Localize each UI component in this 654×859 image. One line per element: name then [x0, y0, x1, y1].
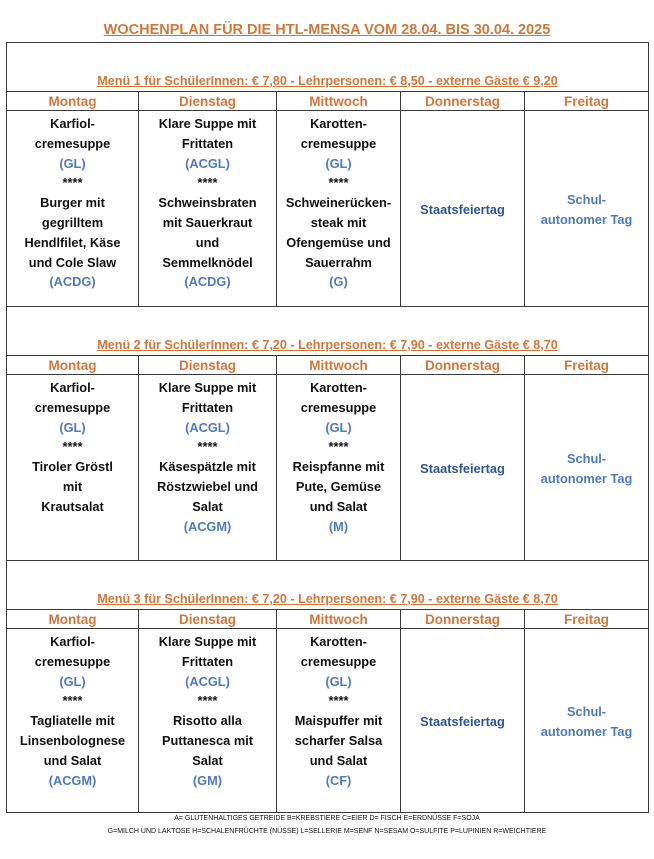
dish-cell — [7, 629, 139, 813]
school-day-off-cell — [525, 111, 649, 307]
dish-line: **** — [62, 175, 83, 191]
dish-cell — [139, 375, 277, 561]
day-header: Freitag — [525, 356, 649, 375]
dish-line: Karfiol- — [50, 116, 95, 131]
allergen-code: (GL) — [325, 673, 352, 689]
day-header: Donnerstag — [401, 356, 525, 375]
dish-line: **** — [197, 175, 218, 191]
dish-line: Sauerrahm — [305, 254, 372, 270]
dish-line: Burger mit — [40, 195, 105, 211]
dish-line: scharfer Salsa — [294, 732, 383, 748]
dish-line: gegrilltem — [41, 214, 104, 230]
day-header: Mittwoch — [277, 92, 401, 111]
menu-header: Menü 1 für SchülerInnen: € 7,80 - Lehrpersonen: € 8,50 - externe Gäste € 9,20 — [7, 43, 649, 92]
dish-line: und Salat — [43, 752, 102, 768]
dish-line: und Cole Slaw — [28, 254, 117, 270]
dish-line: **** — [62, 439, 83, 455]
dish-line: Puttanesca mit — [161, 732, 254, 748]
day-header: Montag — [7, 92, 139, 111]
dish-line: mit — [62, 478, 83, 494]
dish-line: Klare Suppe mit — [158, 380, 257, 395]
dish-line: **** — [328, 439, 349, 455]
holiday-cell: Staatsfeiertag — [401, 111, 525, 307]
day-header: Dienstag — [139, 92, 277, 111]
day-header: Dienstag — [139, 610, 277, 629]
dish-line: Röstzwiebel und — [157, 478, 258, 494]
dish-line: Semmelknödel — [162, 254, 253, 270]
allergen-code: (GL) — [59, 419, 86, 435]
dish-line: Klare Suppe mit — [158, 634, 257, 649]
dish-line: und — [195, 234, 220, 250]
dish-line: Frittaten — [181, 399, 234, 415]
dish-line: Tiroler Gröstl — [32, 459, 113, 475]
dish-line: **** — [197, 439, 218, 455]
dish-cell — [7, 375, 139, 561]
dish-line: **** — [62, 693, 83, 709]
dish-line: Maispuffer mit — [294, 713, 383, 729]
dish-cell — [277, 111, 401, 307]
dish-line: Karfiol- — [50, 380, 95, 395]
dish-line: Ofengemüse und — [286, 234, 391, 250]
allergen-code: (M) — [328, 518, 349, 534]
dish-line: steak mit — [310, 214, 367, 230]
menu-header: Menü 3 für SchülerInnen: € 7,20 - Lehrpersonen: € 7,90 - externe Gäste € 8,70 — [7, 561, 649, 610]
dish-line: Käsespätzle mit — [159, 459, 256, 475]
dish-line: Klare Suppe mit — [158, 116, 257, 131]
allergen-code: (ACGL) — [185, 419, 230, 435]
dish-cell — [139, 111, 277, 307]
dish-line: mit Sauerkraut — [162, 214, 253, 230]
dish-line: Krautsalat — [41, 498, 104, 514]
dish-line: Karfiol- — [50, 634, 95, 649]
dish-cell — [277, 375, 401, 561]
dish-line: Reispfanne mit — [292, 459, 385, 475]
allergen-code: (ACGM) — [48, 772, 97, 788]
dish-line: cremesuppe — [34, 653, 111, 669]
menu-table — [6, 42, 649, 813]
menu-header: Menü 2 für SchülerInnen: € 7,20 - Lehrpersonen: € 7,90 - externe Gäste € 8,70 — [7, 307, 649, 356]
dish-line: Frittaten — [181, 135, 234, 151]
day-header: Montag — [7, 356, 139, 375]
dish-cell — [139, 629, 277, 813]
day-off-line: autonomer Tag — [540, 212, 633, 227]
day-header: Freitag — [525, 92, 649, 111]
allergen-code: (ACGM) — [183, 518, 232, 534]
day-off-line: Schul- — [566, 451, 607, 467]
holiday-cell: Staatsfeiertag — [401, 375, 525, 561]
allergen-code: (ACDG) — [184, 274, 231, 290]
dish-line: Linsenbolognese — [19, 732, 126, 748]
day-off-line: Schul- — [566, 704, 607, 720]
allergen-legend-line-1: A= GLUTENHALTIGES GETREIDE B=KREBSTIERE C=EIER D= FISCH E=ERDNÜSSE F=SOJA — [174, 815, 480, 822]
dish-line: und Salat — [309, 752, 368, 768]
dish-cell — [277, 629, 401, 813]
allergen-code: (ACDG) — [49, 274, 96, 290]
day-header: Donnerstag — [401, 92, 525, 111]
allergen-legend-line-2: G=MILCH UND LAKTOSE H=SCHALENFRÜCHTE (NÜSSE) L=SELLERIE M=SENF N=SESAM O=SULFITE P=LUPINIEN R=WEICHTIERE — [107, 828, 547, 835]
dish-line: und Salat — [309, 498, 368, 514]
dish-line: Pute, Gemüse — [295, 478, 382, 494]
dish-line: Hendlfilet, Käse — [24, 234, 121, 250]
day-header: Dienstag — [139, 356, 277, 375]
allergen-code: (GL) — [59, 155, 86, 171]
allergen-code: (GL) — [325, 419, 352, 435]
dish-line: Salat — [192, 752, 223, 768]
day-header: Donnerstag — [401, 610, 525, 629]
day-off-line: autonomer Tag — [540, 724, 633, 739]
dish-line: cremesuppe — [300, 135, 377, 151]
allergen-code: (GL) — [59, 673, 86, 689]
dish-line: cremesuppe — [300, 399, 377, 415]
holiday-cell: Staatsfeiertag — [401, 629, 525, 813]
dish-line: cremesuppe — [34, 135, 111, 151]
dish-line: Frittaten — [181, 653, 234, 669]
page-title: WOCHENPLAN FÜR DIE HTL-MENSA VOM 28.04. BIS 30.04. 2025 — [103, 22, 551, 38]
allergen-code: (GM) — [192, 772, 223, 788]
dish-line: **** — [197, 693, 218, 709]
day-off-line: autonomer Tag — [540, 471, 633, 486]
allergen-code: (GL) — [325, 155, 352, 171]
dish-line: Karotten- — [310, 634, 367, 649]
allergen-code: (ACGL) — [185, 673, 230, 689]
dish-line: Schweinsbraten — [158, 195, 257, 211]
allergen-code: (ACGL) — [185, 155, 230, 171]
dish-line: Salat — [192, 498, 223, 514]
dish-cell — [7, 111, 139, 307]
dish-line: cremesuppe — [300, 653, 377, 669]
school-day-off-cell — [525, 629, 649, 813]
allergen-code: (G) — [329, 274, 348, 290]
dish-line: **** — [328, 175, 349, 191]
dish-line: cremesuppe — [34, 399, 111, 415]
allergen-code: (CF) — [325, 772, 352, 788]
day-header: Freitag — [525, 610, 649, 629]
dish-line: Tagliatelle mit — [30, 713, 115, 729]
dish-line: Risotto alla — [173, 713, 242, 729]
day-header: Mittwoch — [277, 610, 401, 629]
school-day-off-cell — [525, 375, 649, 561]
dish-line: Karotten- — [310, 116, 367, 131]
dish-line: Schweinerücken- — [285, 195, 392, 211]
day-header: Mittwoch — [277, 356, 401, 375]
day-header: Montag — [7, 610, 139, 629]
day-off-line: Schul- — [566, 192, 607, 208]
dish-line: **** — [328, 693, 349, 709]
dish-line: Karotten- — [310, 380, 367, 395]
